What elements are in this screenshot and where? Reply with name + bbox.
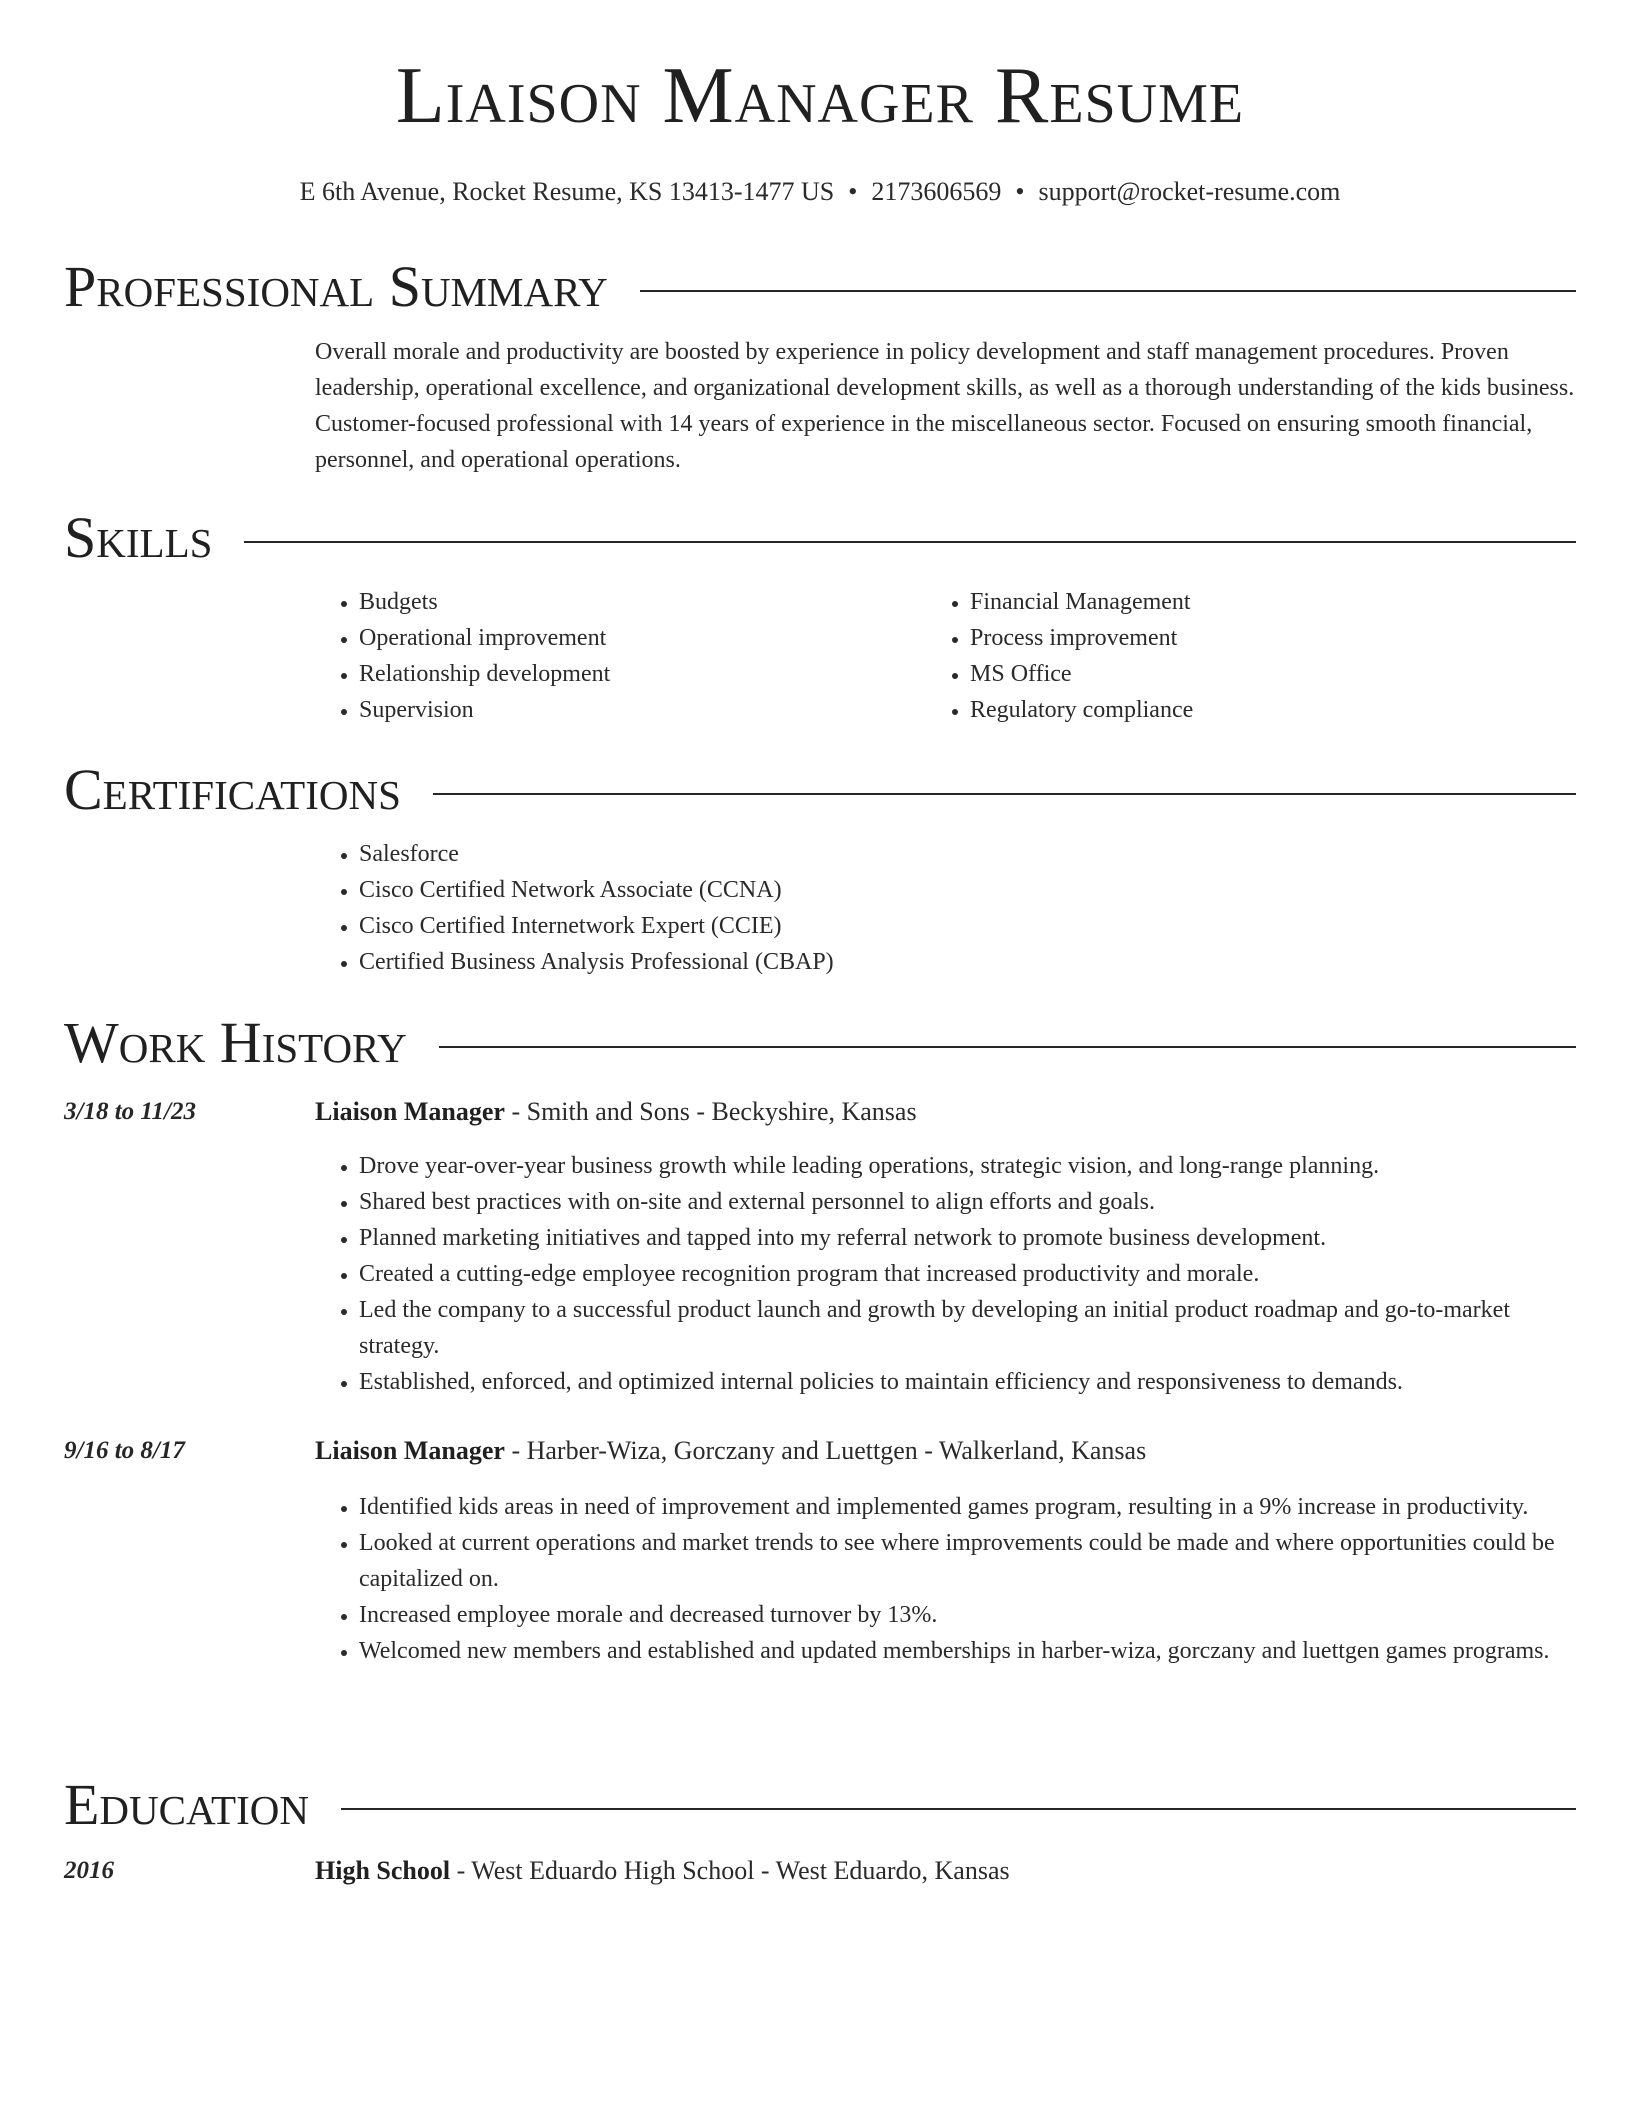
contact-separator: • [848, 177, 858, 206]
summary-text: Overall morale and productivity are boosted by experience in policy development and staff management procedures. Proven leadership, operational excellence, and organizational development skills, as well as a thorough understanding of the kids business. Customer-focused professional with 14 years of experience in the miscellaneous sector. Focused on ensuring smooth financial, personnel, and operational operations. [315, 339, 1575, 473]
job-heading [315, 1096, 917, 1128]
section-divider [433, 793, 1576, 795]
job-bullet: • Planned marketing initiatives and tapped into my referral network to promote business development. [359, 1220, 1576, 1256]
contact-line [64, 176, 1576, 208]
certifications-list [315, 836, 1559, 980]
education-entry [315, 1855, 1010, 1887]
skills-section-header [64, 505, 1576, 570]
skill-item: • Regulatory compliance [970, 692, 1570, 728]
job-title: Liaison Manager [315, 1097, 505, 1126]
certifications-heading: Certifications [64, 757, 401, 822]
summary-heading: Professional Summary [64, 254, 608, 319]
section-divider [341, 1808, 1576, 1810]
job-bullet: • Created a cutting-edge employee recognition program that increased productivity and morale. [359, 1256, 1576, 1292]
job-bullet: • Led the company to a successful product launch and growth by developing an initial product roadmap and go-to-market strategy. [359, 1292, 1576, 1364]
job-employer: - Harber-Wiza, Gorczany and Luettgen - Walkerland, Kansas [504, 1436, 1147, 1465]
contact-address: E 6th Avenue, Rocket Resume, KS 13413-1477 US [299, 177, 835, 206]
job-bullet: • Shared best practices with on-site and external personnel to align efforts and goals. [359, 1184, 1576, 1220]
skill-item: • MS Office [970, 656, 1570, 692]
job-bullets [315, 1148, 1576, 1400]
job-bullet: • Welcomed new members and established and updated memberships in harber-wiza, gorczany and luettgen games programs. [359, 1633, 1576, 1669]
skill-item: • Operational improvement [359, 620, 919, 656]
job-bullets [315, 1489, 1576, 1669]
job-dates: 9/16 to 8/17 [64, 1437, 185, 1464]
education-school: - West Eduardo High School - West Eduardo, Kansas [450, 1856, 1010, 1885]
skill-item: • Financial Management [970, 584, 1570, 620]
job-bullet: • Looked at current operations and market trends to see where improvements could be made and where opportunities could be capitalized on. [359, 1525, 1576, 1597]
job-bullet: • Identified kids areas in need of improvement and implemented games program, resulting in a 9% increase in productivity. [359, 1489, 1576, 1525]
job-bullet: • Established, enforced, and optimized internal policies to maintain efficiency and responsiveness to demands. [359, 1364, 1576, 1400]
skills-list-left [315, 584, 919, 728]
skill-item: • Process improvement [970, 620, 1570, 656]
job-bullet: • Drove year-over-year business growth while leading operations, strategic vision, and long-range planning. [359, 1148, 1576, 1184]
job-employer: - Smith and Sons - Beckyshire, Kansas [504, 1097, 917, 1126]
work-history-heading: Work History [64, 1010, 407, 1075]
certification-item: • Cisco Certified Internetwork Expert (CCIE) [359, 908, 1559, 944]
skills-list-right [926, 584, 1570, 728]
skill-item: • Relationship development [359, 656, 919, 692]
contact-separator: • [1015, 177, 1025, 206]
job-bullet: • Increased employee morale and decreased turnover by 13%. [359, 1597, 1576, 1633]
skills-heading: Skills [64, 505, 213, 570]
certification-item: • Cisco Certified Network Associate (CCNA) [359, 872, 1559, 908]
education-section-header [64, 1772, 1576, 1837]
skill-item: • Budgets [359, 584, 919, 620]
skill-item: • Supervision [359, 692, 919, 728]
job-title: Liaison Manager [315, 1436, 505, 1465]
education-degree: High School [315, 1856, 451, 1885]
summary-section-header [64, 254, 1576, 319]
contact-phone: 2173606569 [871, 177, 1002, 206]
section-divider [439, 1046, 1576, 1048]
certifications-section-header [64, 757, 1576, 822]
certification-item: • Certified Business Analysis Professional (CBAP) [359, 944, 1559, 980]
contact-email: support@rocket-resume.com [1038, 177, 1341, 206]
section-divider [640, 290, 1576, 292]
work-history-section-header [64, 1010, 1576, 1075]
job-dates: 3/18 to 11/23 [64, 1098, 196, 1125]
certification-item: • Salesforce [359, 836, 1559, 872]
resume-title: Liaison Manager Resume [395, 52, 1245, 140]
education-heading: Education [64, 1772, 309, 1837]
section-divider [244, 541, 1576, 543]
job-heading [315, 1435, 1146, 1467]
education-year: 2016 [64, 1857, 114, 1884]
